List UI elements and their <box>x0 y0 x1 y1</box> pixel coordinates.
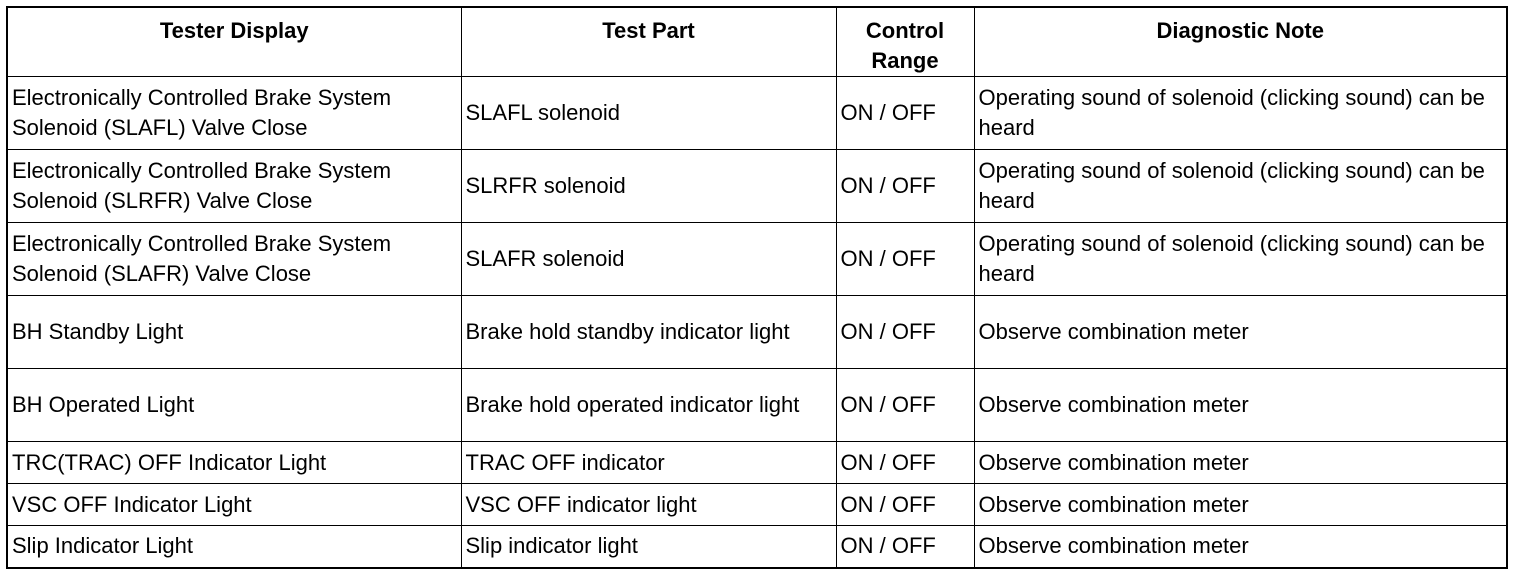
table-row <box>7 223 1507 296</box>
table-header-row <box>7 7 1507 77</box>
cell-diagnostic-note: Operating sound of solenoid (clicking sound) can be heard <box>974 150 1507 223</box>
cell-tester-display: BH Operated Light <box>7 369 461 442</box>
cell-test-part: TRAC OFF indicator <box>461 442 836 484</box>
active-test-table <box>6 6 1508 569</box>
cell-tester-display: Slip Indicator Light <box>7 526 461 568</box>
cell-test-part: VSC OFF indicator light <box>461 484 836 526</box>
cell-control-range: ON / OFF <box>836 442 974 484</box>
cell-control-range: ON / OFF <box>836 526 974 568</box>
cell-control-range: ON / OFF <box>836 223 974 296</box>
table-row <box>7 77 1507 150</box>
cell-diagnostic-note: Observe combination meter <box>974 484 1507 526</box>
header-test-part: Test Part <box>461 7 836 77</box>
cell-diagnostic-note: Observe combination meter <box>974 369 1507 442</box>
table-row <box>7 150 1507 223</box>
cell-diagnostic-note: Observe combination meter <box>974 296 1507 369</box>
cell-tester-display: TRC(TRAC) OFF Indicator Light <box>7 442 461 484</box>
cell-tester-display: Electronically Controlled Brake System Solenoid (SLAFR) Valve Close <box>7 223 461 296</box>
header-tester-display: Tester Display <box>7 7 461 77</box>
cell-diagnostic-note: Observe combination meter <box>974 526 1507 568</box>
cell-control-range: ON / OFF <box>836 484 974 526</box>
cell-test-part: Brake hold operated indicator light <box>461 369 836 442</box>
cell-tester-display: Electronically Controlled Brake System Solenoid (SLRFR) Valve Close <box>7 150 461 223</box>
cell-test-part: SLAFL solenoid <box>461 77 836 150</box>
cell-diagnostic-note: Operating sound of solenoid (clicking sound) can be heard <box>974 223 1507 296</box>
table-row <box>7 484 1507 526</box>
cell-test-part: SLAFR solenoid <box>461 223 836 296</box>
cell-test-part: Brake hold standby indicator light <box>461 296 836 369</box>
cell-control-range: ON / OFF <box>836 296 974 369</box>
cell-diagnostic-note: Operating sound of solenoid (clicking sound) can be heard <box>974 77 1507 150</box>
cell-tester-display: Electronically Controlled Brake System Solenoid (SLAFL) Valve Close <box>7 77 461 150</box>
header-diagnostic-note: Diagnostic Note <box>974 7 1507 77</box>
cell-diagnostic-note: Observe combination meter <box>974 442 1507 484</box>
cell-test-part: SLRFR solenoid <box>461 150 836 223</box>
cell-control-range: ON / OFF <box>836 150 974 223</box>
table-row <box>7 369 1507 442</box>
table-row <box>7 442 1507 484</box>
cell-control-range: ON / OFF <box>836 77 974 150</box>
cell-tester-display: BH Standby Light <box>7 296 461 369</box>
cell-tester-display: VSC OFF Indicator Light <box>7 484 461 526</box>
table-row <box>7 296 1507 369</box>
cell-test-part: Slip indicator light <box>461 526 836 568</box>
cell-control-range: ON / OFF <box>836 369 974 442</box>
table-row <box>7 526 1507 568</box>
header-control-range: Control Range <box>836 7 974 77</box>
